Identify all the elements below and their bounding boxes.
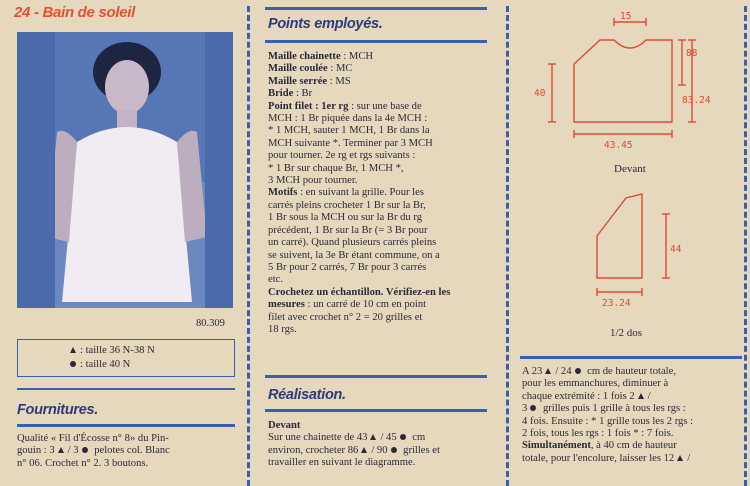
devant-shape (574, 40, 672, 122)
pattern-title: 24 - Bain de soleil (14, 4, 136, 21)
dim-right-top-label: 88 (686, 48, 698, 59)
section-rule (265, 40, 487, 43)
photo-reference: 80.309 (196, 318, 225, 329)
section-rule (265, 375, 487, 378)
dim-bottom-label: 43.45 (604, 140, 633, 151)
column-separator (506, 6, 509, 486)
triangle-icon (361, 447, 367, 453)
section-rule (17, 388, 235, 390)
points-text: Maille chainette : MCH Maille coulée : MC Maille serrée : MS Bride : Br Point filet : 1er rg : sur une base de MCH : 1 Br piquée dans la 4e MCH : * 1 MCH, sauter 1 MCH, 1 Br dans la MCH suivante *. Terminer par 3 MCH pour tourner. 2e rg et rgs suivants : * 1 Br sur chaque Br, 1 MCH *, 3 MCH pour tourner. Motifs : en suivant la grille. Pour les carrés pleins crocheter 1 Br sur la Br, 1 Br sous la MCH ou sur la Br du rg précédent, 1 Br sur la Br (= 3 Br pour un carré). Quand plusieurs carrés pleins se suivent, la 3e Br étant commune, on a 5 Br pour 2 carrés, 7 Br pour 3 carrés etc. Crochetez un échantillon. Vérifiez-en les mesures : un carré de 10 cm en point filet avec crochet n° 2 = 20 grilles et 18 rgs. (268, 51, 451, 335)
section-rule (265, 409, 487, 412)
model-photo (17, 32, 233, 308)
dot-icon (575, 368, 581, 374)
right-instructions: A 23 / 24 cm de hauteur totale, pour les emmanchures, diminuer à chaque extrémité : 1 fois 2 / 3 grilles puis 1 grille à tous les rgs : 4 fois. Ensuite : * 1 grille tous les 2 rgs : 2 fois, tous les rgs : 1 fois * : 7 fois. Simultanément, à 40 cm de hauteur totale, pour l'encolure, laisser les 12 / (522, 366, 694, 464)
triangle-icon (677, 455, 683, 461)
devant-caption: Devant (614, 163, 646, 175)
fournitures-text: Qualité « Fil d'Écosse n° 8» du Pin- gouin : 3 / 3 pelotes col. Blanc n° 06. Crochet n° 2. 3 boutons. (17, 433, 170, 469)
triangle-icon (370, 434, 376, 440)
section-rule (265, 7, 487, 10)
column-separator (247, 6, 250, 486)
dot-icon (82, 447, 88, 453)
triangle-icon (58, 447, 64, 453)
dot-icon (391, 447, 397, 453)
size-legend (17, 339, 235, 377)
dos-bottom-label: 23.24 (602, 298, 631, 309)
dos-shape (597, 194, 642, 278)
triangle-icon (70, 347, 76, 353)
column-separator (744, 6, 747, 486)
triangle-icon (545, 368, 551, 374)
size-row: : taille 40 N (70, 359, 130, 370)
section-rule (17, 424, 235, 427)
dim-left-label: 40 (534, 88, 546, 99)
dot-icon (530, 405, 536, 411)
section-rule (520, 356, 742, 359)
dos-caption: 1/2 dos (610, 327, 643, 339)
dot-icon (400, 434, 406, 440)
points-title: Points employés. (268, 16, 383, 32)
realisation-title: Réalisation. (268, 387, 346, 403)
pattern-diagram (522, 10, 740, 350)
photo-image (17, 32, 233, 308)
dot-icon (70, 361, 76, 367)
size-row: : taille 36 N-38 N (70, 345, 155, 356)
dim-right-label: 83.24 (682, 95, 711, 106)
realisation-text: Devant Sur une chainette de 43 / 45 cm environ, crocheter 86 / 90 grilles et travailler en suivant le diagramme. (268, 420, 440, 469)
fournitures-title: Fournitures. (17, 402, 98, 418)
triangle-icon (638, 393, 644, 399)
dim-top-label: 15 (620, 11, 632, 22)
dos-right-label: 44 (670, 244, 682, 255)
